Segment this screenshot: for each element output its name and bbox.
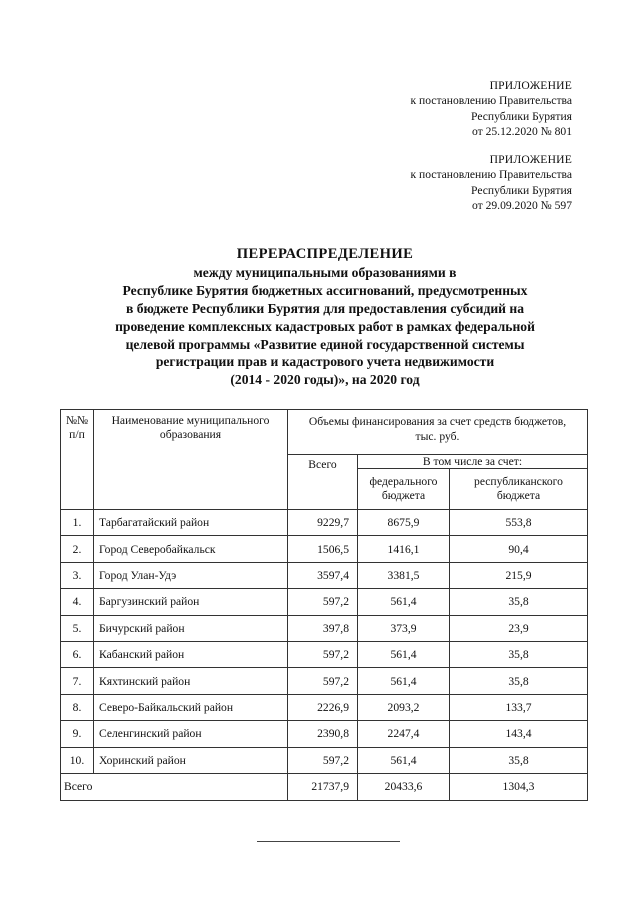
row-federal: 561,4 <box>358 668 450 694</box>
appendix-block-1 <box>410 78 572 139</box>
document-title: ПЕРЕРАСПРЕДЕЛЕНИЕ <box>236 246 414 262</box>
totals-label: Всего <box>61 773 288 800</box>
table-row <box>61 510 588 536</box>
row-municipality: Бичурский район <box>94 615 288 641</box>
appendix-title: ПРИЛОЖЕНИЕ <box>489 153 572 166</box>
table-row <box>61 641 588 667</box>
document-subtitle-line: (2014 - 2020 годы)», на 2020 год <box>230 372 420 388</box>
header-number-line: п/п <box>69 428 85 441</box>
totals-federal: 20433,6 <box>358 773 450 800</box>
appendix-date: от 29.09.2020 № 597 <box>471 198 572 212</box>
row-number: 5. <box>61 615 94 641</box>
budget-table <box>60 409 588 801</box>
row-number: 10. <box>61 747 94 773</box>
header-municipality <box>94 410 288 510</box>
appendix-line: Республики Бурятия <box>471 183 572 197</box>
row-total: 597,2 <box>288 641 358 667</box>
header-number <box>61 410 94 510</box>
header-federal-line: бюджета <box>381 489 426 502</box>
document-subtitle-line: регистрации прав и кадастрового учета недвижимости <box>155 354 495 370</box>
row-municipality: Кабанский район <box>94 641 288 667</box>
header-republic-line: бюджета <box>496 489 541 502</box>
table-row <box>61 721 588 747</box>
row-federal: 561,4 <box>358 641 450 667</box>
row-municipality: Баргузинский район <box>94 589 288 615</box>
closing-divider <box>257 841 400 842</box>
row-republic: 143,4 <box>450 721 588 747</box>
row-municipality: Хоринский район <box>94 747 288 773</box>
row-republic: 35,8 <box>450 668 588 694</box>
document-subtitle-line: проведение комплексных кадастровых работ в рамках федеральной <box>115 318 535 334</box>
table-row <box>61 589 588 615</box>
header-number-line: №№ <box>65 414 89 427</box>
appendix-date: от 25.12.2020 № 801 <box>471 124 572 138</box>
table-row <box>61 562 588 588</box>
header-total: Всего <box>288 455 358 510</box>
row-municipality: Город Улан-Удэ <box>94 562 288 588</box>
table-row <box>61 668 588 694</box>
appendix-line: к постановлению Правительства <box>410 94 572 108</box>
row-total: 597,2 <box>288 589 358 615</box>
header-republic <box>450 469 588 510</box>
row-republic: 90,4 <box>450 536 588 562</box>
row-municipality: Северо-Байкальский район <box>94 694 288 720</box>
row-total: 2390,8 <box>288 721 358 747</box>
row-federal: 2247,4 <box>358 721 450 747</box>
row-municipality: Селенгинский район <box>94 721 288 747</box>
row-republic: 35,8 <box>450 747 588 773</box>
header-republic-line: республиканского <box>474 475 563 488</box>
row-total: 597,2 <box>288 668 358 694</box>
row-number: 4. <box>61 589 94 615</box>
row-number: 2. <box>61 536 94 562</box>
row-federal: 8675,9 <box>358 510 450 536</box>
row-republic: 35,8 <box>450 641 588 667</box>
totals-row <box>61 773 588 800</box>
appendix-title: ПРИЛОЖЕНИЕ <box>489 79 572 92</box>
document-subtitle-line: между муниципальными образованиями в <box>193 264 457 280</box>
row-total: 2226,9 <box>288 694 358 720</box>
row-federal: 1416,1 <box>358 536 450 562</box>
row-number: 9. <box>61 721 94 747</box>
row-federal: 2093,2 <box>358 694 450 720</box>
row-number: 1. <box>61 510 94 536</box>
row-republic: 553,8 <box>450 510 588 536</box>
row-republic: 35,8 <box>450 589 588 615</box>
header-including: В том числе за счет: <box>358 455 588 469</box>
row-total: 1506,5 <box>288 536 358 562</box>
document-subtitle-line: Республике Бурятия бюджетных ассигнований, предусмотренных <box>122 282 528 298</box>
row-municipality: Кяхтинский район <box>94 668 288 694</box>
row-federal: 373,9 <box>358 615 450 641</box>
document-subtitle-line: целевой программы «Развитие единой государственной системы <box>125 336 525 352</box>
header-municipality-line: Наименование муниципального <box>111 414 270 427</box>
appendix-line: Республики Бурятия <box>471 109 572 123</box>
row-municipality: Город Северобайкальск <box>94 536 288 562</box>
table-row <box>61 536 588 562</box>
table-row <box>61 615 588 641</box>
row-republic: 23,9 <box>450 615 588 641</box>
totals-republic: 1304,3 <box>450 773 588 800</box>
row-total: 9229,7 <box>288 510 358 536</box>
row-number: 3. <box>61 562 94 588</box>
table-row <box>61 694 588 720</box>
document-subtitle-line: в бюджете Республики Бурятия для предоставления субсидий на <box>125 300 525 316</box>
row-federal: 561,4 <box>358 589 450 615</box>
row-federal: 3381,5 <box>358 562 450 588</box>
row-republic: 133,7 <box>450 694 588 720</box>
totals-total: 21737,9 <box>288 773 358 800</box>
header-funding-volume <box>288 410 588 455</box>
row-total: 3597,4 <box>288 562 358 588</box>
row-number: 7. <box>61 668 94 694</box>
row-federal: 561,4 <box>358 747 450 773</box>
row-republic: 215,9 <box>450 562 588 588</box>
appendix-block-2 <box>410 152 572 213</box>
row-total: 597,2 <box>288 747 358 773</box>
table-header-row <box>61 410 588 455</box>
row-number: 8. <box>61 694 94 720</box>
row-municipality: Тарбагатайский район <box>94 510 288 536</box>
table-row <box>61 747 588 773</box>
appendix-line: к постановлению Правительства <box>410 168 572 182</box>
header-federal <box>358 469 450 510</box>
header-funding-line: Объемы финансирования за счет средств бюджетов, <box>308 415 567 428</box>
header-funding-line: тыс. руб. <box>415 430 460 443</box>
row-total: 397,8 <box>288 615 358 641</box>
header-municipality-line: образования <box>159 428 222 441</box>
document-title-block <box>60 246 590 389</box>
row-number: 6. <box>61 641 94 667</box>
header-federal-line: федерального <box>369 475 438 488</box>
